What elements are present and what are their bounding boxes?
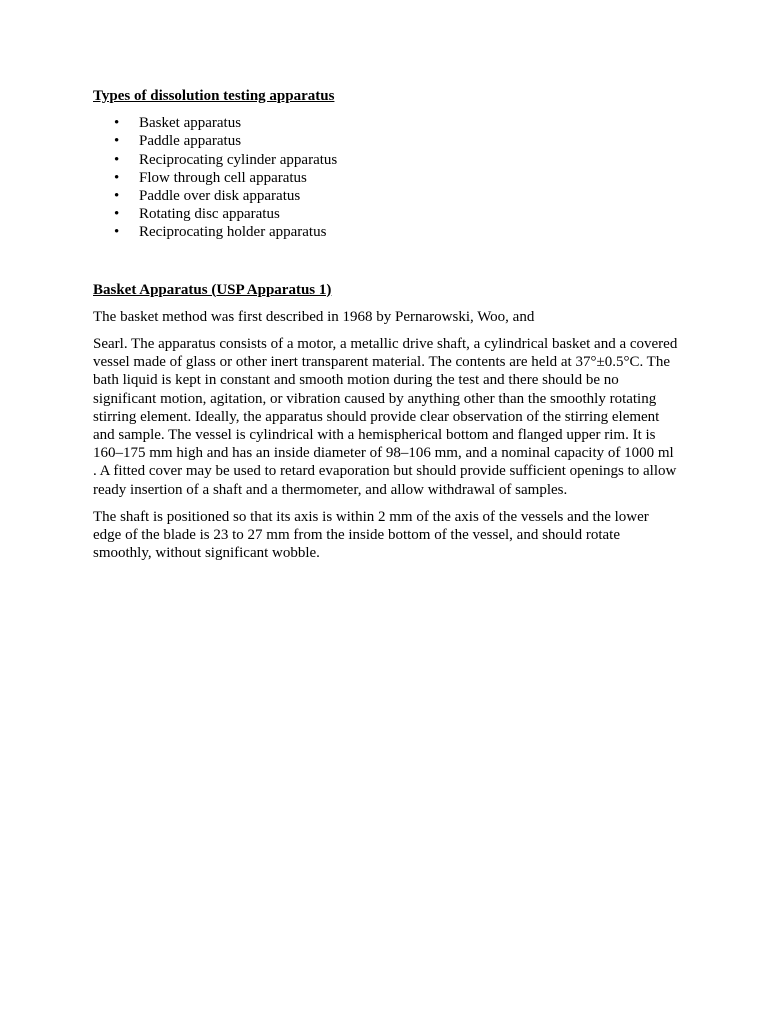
- bullet-icon: •: [114, 169, 120, 186]
- list-item: [93, 114, 678, 132]
- list-item: [93, 223, 678, 241]
- list-item: [93, 205, 678, 223]
- document-page: [93, 87, 678, 571]
- list-item-text: Basket apparatus: [139, 115, 242, 132]
- bullet-icon: •: [114, 224, 120, 241]
- bullet-icon: •: [114, 115, 120, 132]
- paragraph-intro: The basket method was first described in 1968 by Pernarowski, Woo, and: [93, 308, 535, 325]
- bullet-icon: •: [114, 151, 120, 168]
- list-item-text: Reciprocating holder apparatus: [139, 224, 327, 241]
- list-item-text: Paddle apparatus: [139, 133, 242, 150]
- apparatus-list: [93, 114, 678, 241]
- list-item-text: Flow through cell apparatus: [139, 169, 307, 186]
- paragraph-shaft: The shaft is positioned so that its axis is within 2 mm of the axis of the vessels and the lower edge of the blade is 23 to 27 mm from the inside bottom of the vessel, and should rotate smoothly, without significant wobble.: [93, 508, 649, 562]
- list-item-text: Paddle over disk apparatus: [139, 188, 301, 205]
- document-title: Types of dissolution testing apparatus: [93, 88, 335, 104]
- list-item-text: Rotating disc apparatus: [139, 206, 280, 223]
- list-item: [93, 151, 678, 169]
- list-item-text: Reciprocating cylinder apparatus: [139, 151, 338, 168]
- paragraph-description: Searl. The apparatus consists of a motor, a metallic drive shaft, a cylindrical basket and a covered vessel made of glass or other inert transparent material. The contents are held at 37°±0.5°C. The bath liquid is kept in constant and smooth motion during the test and there should be no significant motion, agitation, or vibration caused by anything other than the smoothly rotating stirring element. Ideally, the apparatus should provide clear observation of the stirring element and sample. The vessel is cylindrical with a hemispherical bottom and flanged upper rim. It is 160–175 mm high and has an inside diameter of 98–106 mm, and a nominal capacity of 1000 ml . A fitted cover may be used to retard evaporation but should provide sufficient openings to allow ready insertion of a shaft and a thermometer, and allow withdrawal of samples.: [93, 336, 678, 498]
- list-item: [93, 132, 678, 150]
- bullet-icon: •: [114, 133, 120, 150]
- list-item: [93, 169, 678, 187]
- bullet-icon: •: [114, 206, 120, 223]
- list-item: [93, 187, 678, 205]
- section-heading: Basket Apparatus (USP Apparatus 1): [93, 281, 332, 298]
- bullet-icon: •: [114, 188, 120, 205]
